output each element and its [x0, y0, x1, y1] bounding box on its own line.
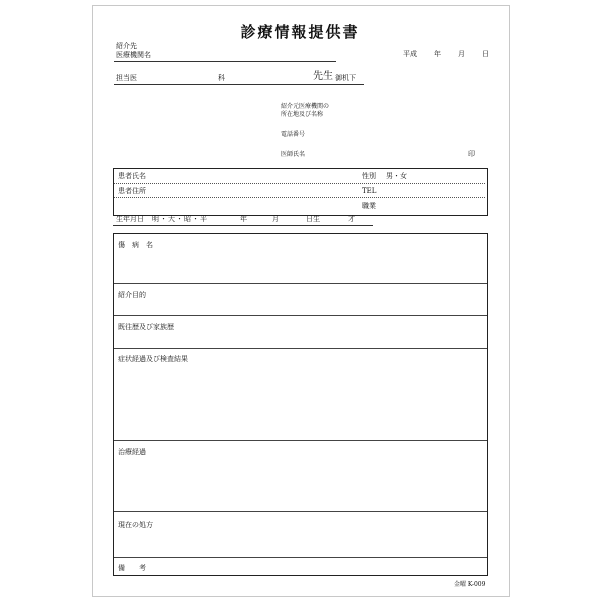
- doctor-in-charge-label: 担当医: [116, 74, 137, 82]
- onkika-label: 御机下: [335, 74, 356, 82]
- birth-date-label: 生年月日: [116, 215, 144, 223]
- referral-to-label: 紹介先: [116, 42, 137, 50]
- institution-name-line: [114, 61, 336, 62]
- age-label: 才: [348, 215, 355, 223]
- prescription-label: 現在の処方: [118, 521, 153, 529]
- birth-month-label: 月: [272, 215, 279, 223]
- tel-label: TEL: [362, 187, 377, 195]
- history-label: 既往歴及び家族歴: [118, 323, 174, 331]
- sender-phone-label: 電話番号: [281, 131, 306, 138]
- purpose-divider: [114, 315, 487, 316]
- date-day: 日: [482, 50, 489, 58]
- prescription-divider: [114, 557, 487, 558]
- birth-year-label: 年: [240, 215, 247, 223]
- diagnosis-label: 傷 病 名: [118, 241, 153, 249]
- birth-era-options: 明・大・昭・平: [152, 215, 208, 223]
- occupation-label: 職業: [362, 202, 376, 210]
- sender-institution-line2: 所在地及び名称: [281, 111, 324, 118]
- doctor-in-charge-line: [114, 84, 364, 85]
- patient-address-divider: [114, 197, 485, 198]
- findings-label: 症状経過及び検査結果: [118, 355, 188, 363]
- purpose-label: 紹介目的: [118, 291, 146, 299]
- form-code: 金曜 K-009: [454, 581, 486, 588]
- sender-institution-line1: 紹介元医療機関の: [281, 103, 330, 110]
- clinical-info-box: [113, 233, 488, 576]
- patient-address-label: 患者住所: [118, 187, 146, 195]
- findings-divider: [114, 440, 487, 441]
- seal-mark: 印: [468, 150, 475, 158]
- diagnosis-divider: [114, 283, 487, 284]
- sex-options: 男・女: [386, 172, 407, 180]
- birth-day-label: 日生: [306, 215, 320, 223]
- date-month: 月: [458, 50, 465, 58]
- history-divider: [114, 348, 487, 349]
- sex-label: 性別: [362, 172, 376, 180]
- sensei-label: 先生: [313, 71, 333, 82]
- form-title: 診療情報提供書: [240, 23, 360, 41]
- department-label: 科: [218, 74, 225, 82]
- patient-name-label: 患者氏名: [118, 172, 146, 180]
- patient-name-divider: [114, 183, 485, 184]
- date-era: 平成: [403, 50, 417, 58]
- date-year: 年: [434, 50, 441, 58]
- sender-doctor-label: 医師氏名: [281, 151, 306, 158]
- birth-date-line: [113, 225, 373, 226]
- treatment-label: 治療経過: [118, 448, 146, 456]
- institution-name-label: 医療機関名: [116, 51, 151, 59]
- remarks-label: 備 考: [118, 564, 146, 572]
- patient-info-box: [113, 168, 488, 216]
- treatment-divider: [114, 511, 487, 512]
